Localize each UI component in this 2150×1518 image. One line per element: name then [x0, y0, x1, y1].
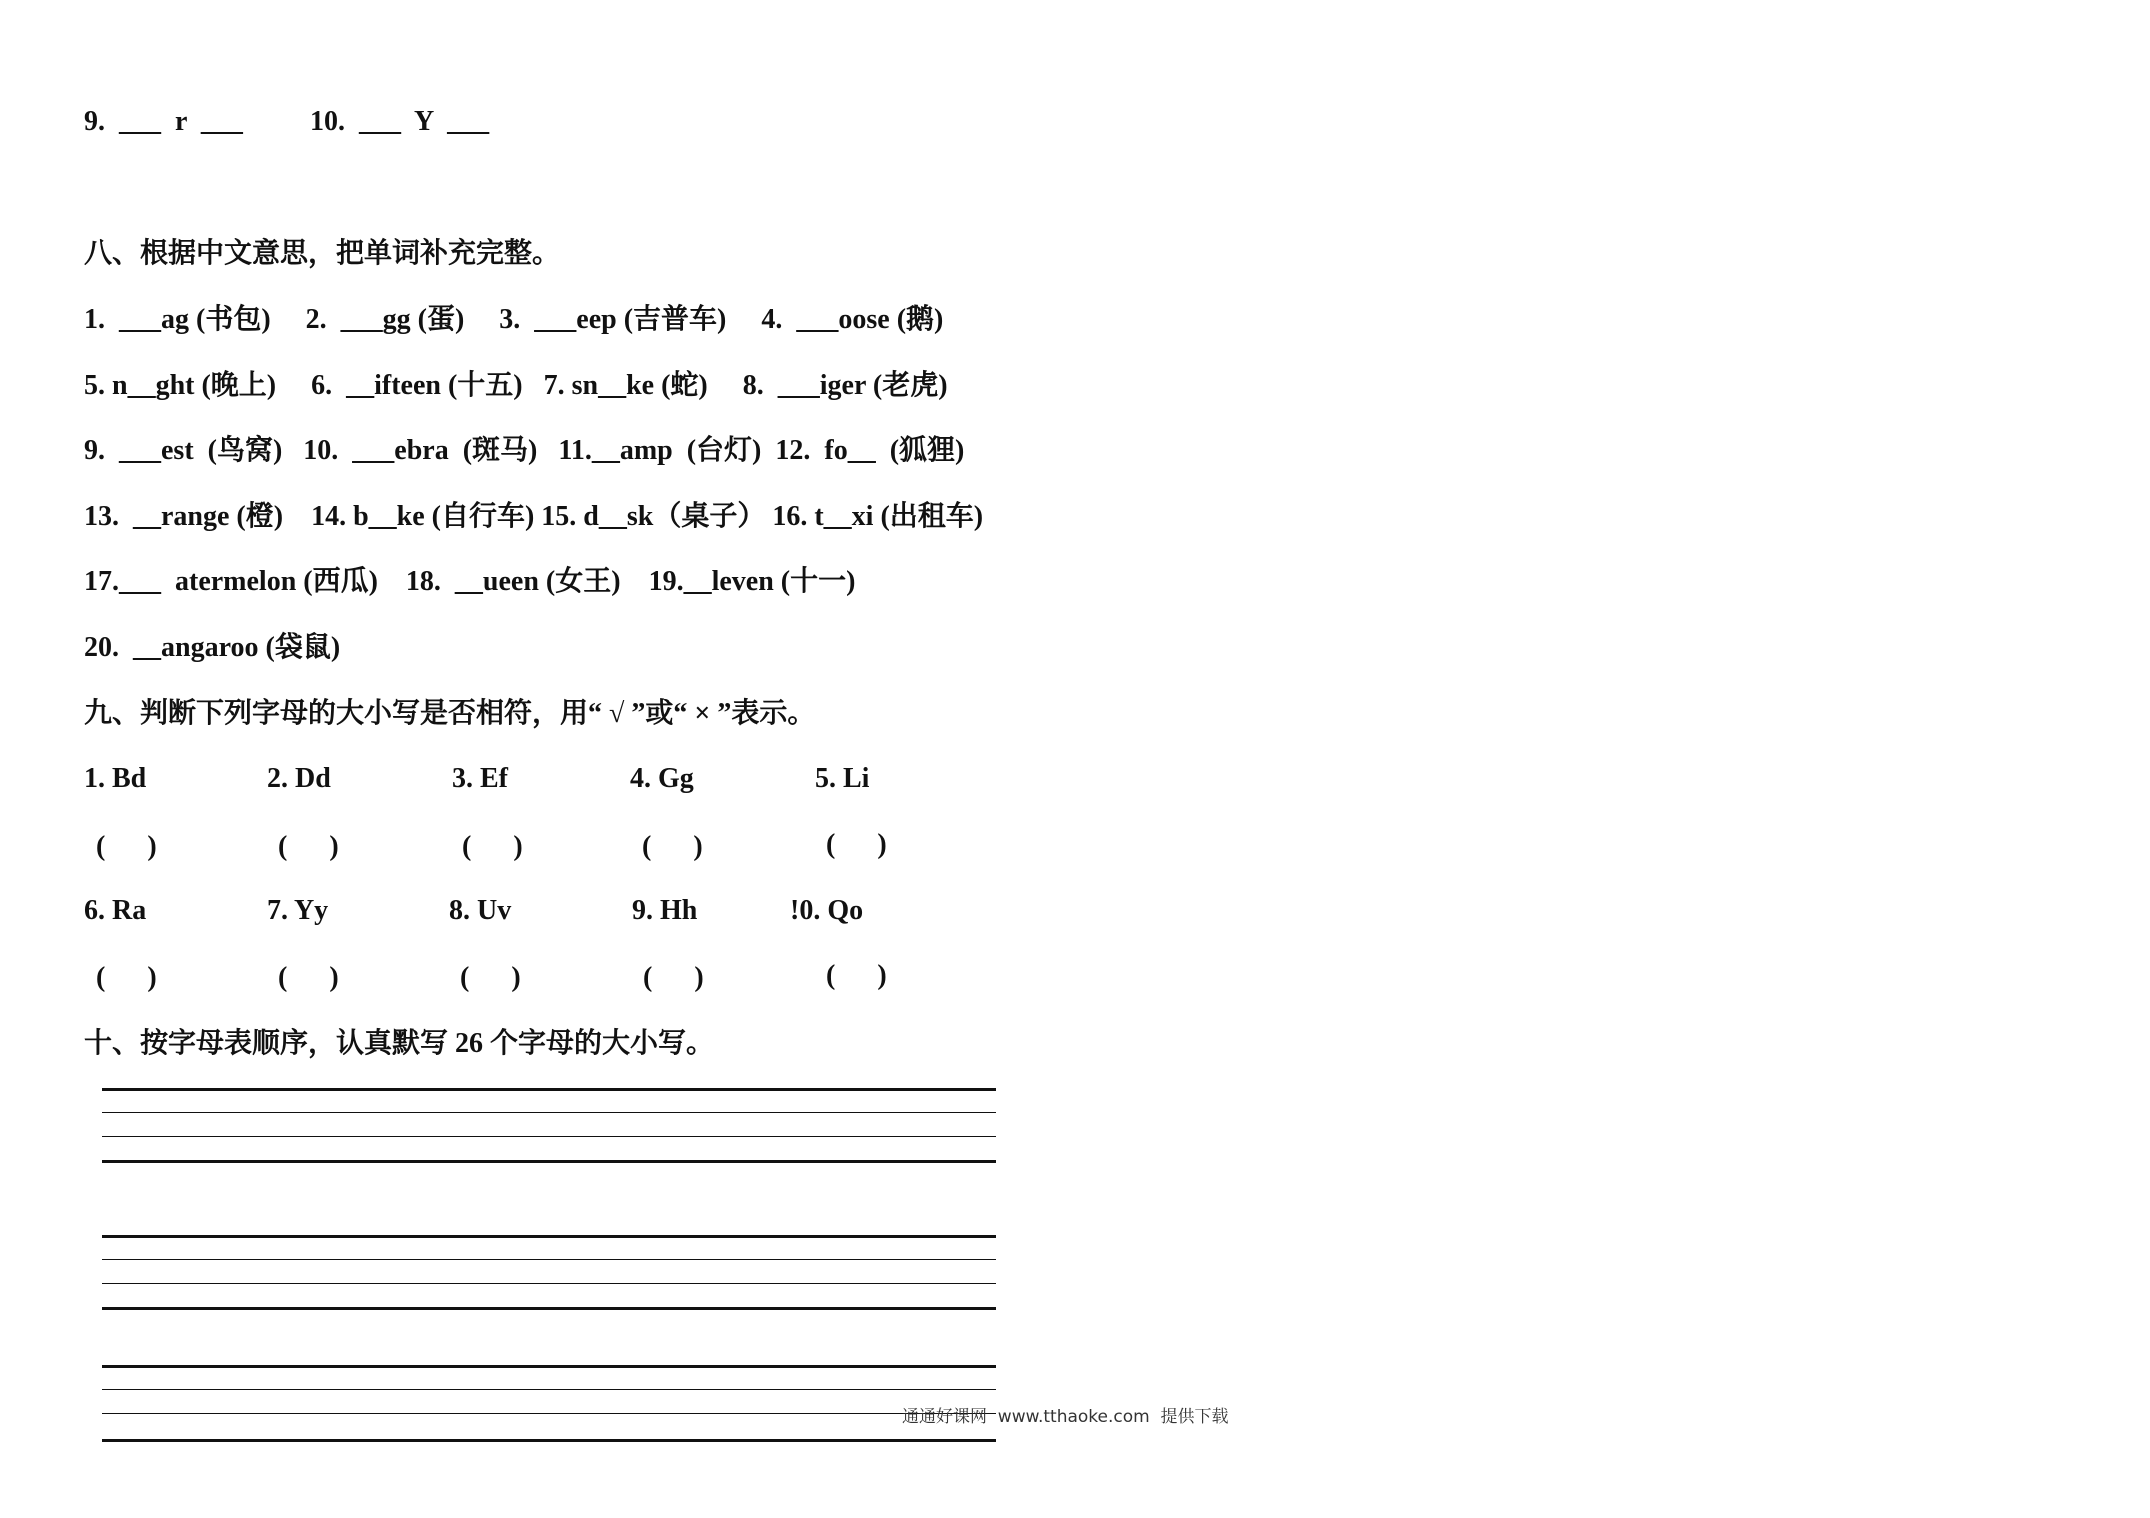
writing-line: [102, 1439, 996, 1442]
section-9-heading: 九、判断下列字母的大小写是否相符，用“ √ ”或“ × ”表示。: [84, 698, 816, 729]
writing-line: [102, 1307, 996, 1310]
writing-line: [102, 1160, 996, 1163]
answer-box-7[interactable]: ( ): [278, 962, 339, 993]
section-10-heading: 十、按字母表顺序，认真默写 26 个字母的大小写。: [84, 1028, 715, 1059]
answer-box-6[interactable]: ( ): [96, 962, 157, 993]
writing-line: [102, 1413, 996, 1414]
section-8-heading: 八、根据中文意思，把单词补充完整。: [84, 238, 561, 269]
writing-line: [102, 1389, 996, 1390]
answer-box-4[interactable]: ( ): [642, 831, 703, 862]
writing-line: [102, 1112, 996, 1113]
question-9: 9. ___ r ___: [84, 106, 243, 137]
writing-line: [102, 1235, 996, 1238]
answer-box-2[interactable]: ( ): [278, 831, 339, 862]
answer-box-5[interactable]: ( ): [826, 829, 887, 860]
writing-line: [102, 1259, 996, 1260]
answer-box-9[interactable]: ( ): [643, 962, 704, 993]
section-8-row-2: 5. n__ght (晚上) 6. __ifteen (十五) 7. sn__ke (蛇) 8. ___iger (老虎): [84, 370, 948, 401]
section-8-row-5: 17.___ atermelon (西瓜) 18. __ueen (女王) 19.__leven (十一): [84, 566, 856, 597]
pair-9: 9. Hh: [632, 895, 698, 926]
pair-6: 6. Ra: [84, 895, 147, 926]
question-10: 10. ___ Y ___: [310, 106, 490, 137]
footer-credit: 通通好课网 www.tthaoke.com 提供下载: [902, 1407, 1229, 1427]
pair-1: 1. Bd: [84, 763, 147, 794]
section-8-row-6: 20. __angaroo (袋鼠): [84, 632, 341, 663]
answer-box-3[interactable]: ( ): [462, 831, 523, 862]
answer-box-8[interactable]: ( ): [460, 962, 521, 993]
pair-5: 5. Li: [815, 763, 870, 794]
section-8-row-3: 9. ___est (鸟窝) 10. ___ebra (斑马) 11.__amp (台灯) 12. fo__ (狐狸): [84, 435, 965, 466]
section-8-row-4: 13. __range (橙) 14. b__ke (自行车) 15. d__sk（桌子） 16. t__xi (出租车): [84, 501, 984, 532]
writing-line: [102, 1136, 996, 1137]
pair-7: 7. Yy: [267, 895, 329, 926]
pair-2: 2. Dd: [267, 763, 331, 794]
answer-box-1[interactable]: ( ): [96, 831, 157, 862]
pair-8: 8. Uv: [449, 895, 512, 926]
pair-4: 4. Gg: [630, 763, 694, 794]
pair-3: 3. Ef: [452, 763, 508, 794]
answer-box-10[interactable]: ( ): [826, 960, 887, 991]
writing-line: [102, 1088, 996, 1091]
pair-10: !0. Qo: [790, 895, 864, 926]
writing-line: [102, 1283, 996, 1284]
section-8-row-1: 1. ___ag (书包) 2. ___gg (蛋) 3. ___eep (吉普车) 4. ___oose (鹅): [84, 304, 944, 335]
writing-line: [102, 1365, 996, 1368]
